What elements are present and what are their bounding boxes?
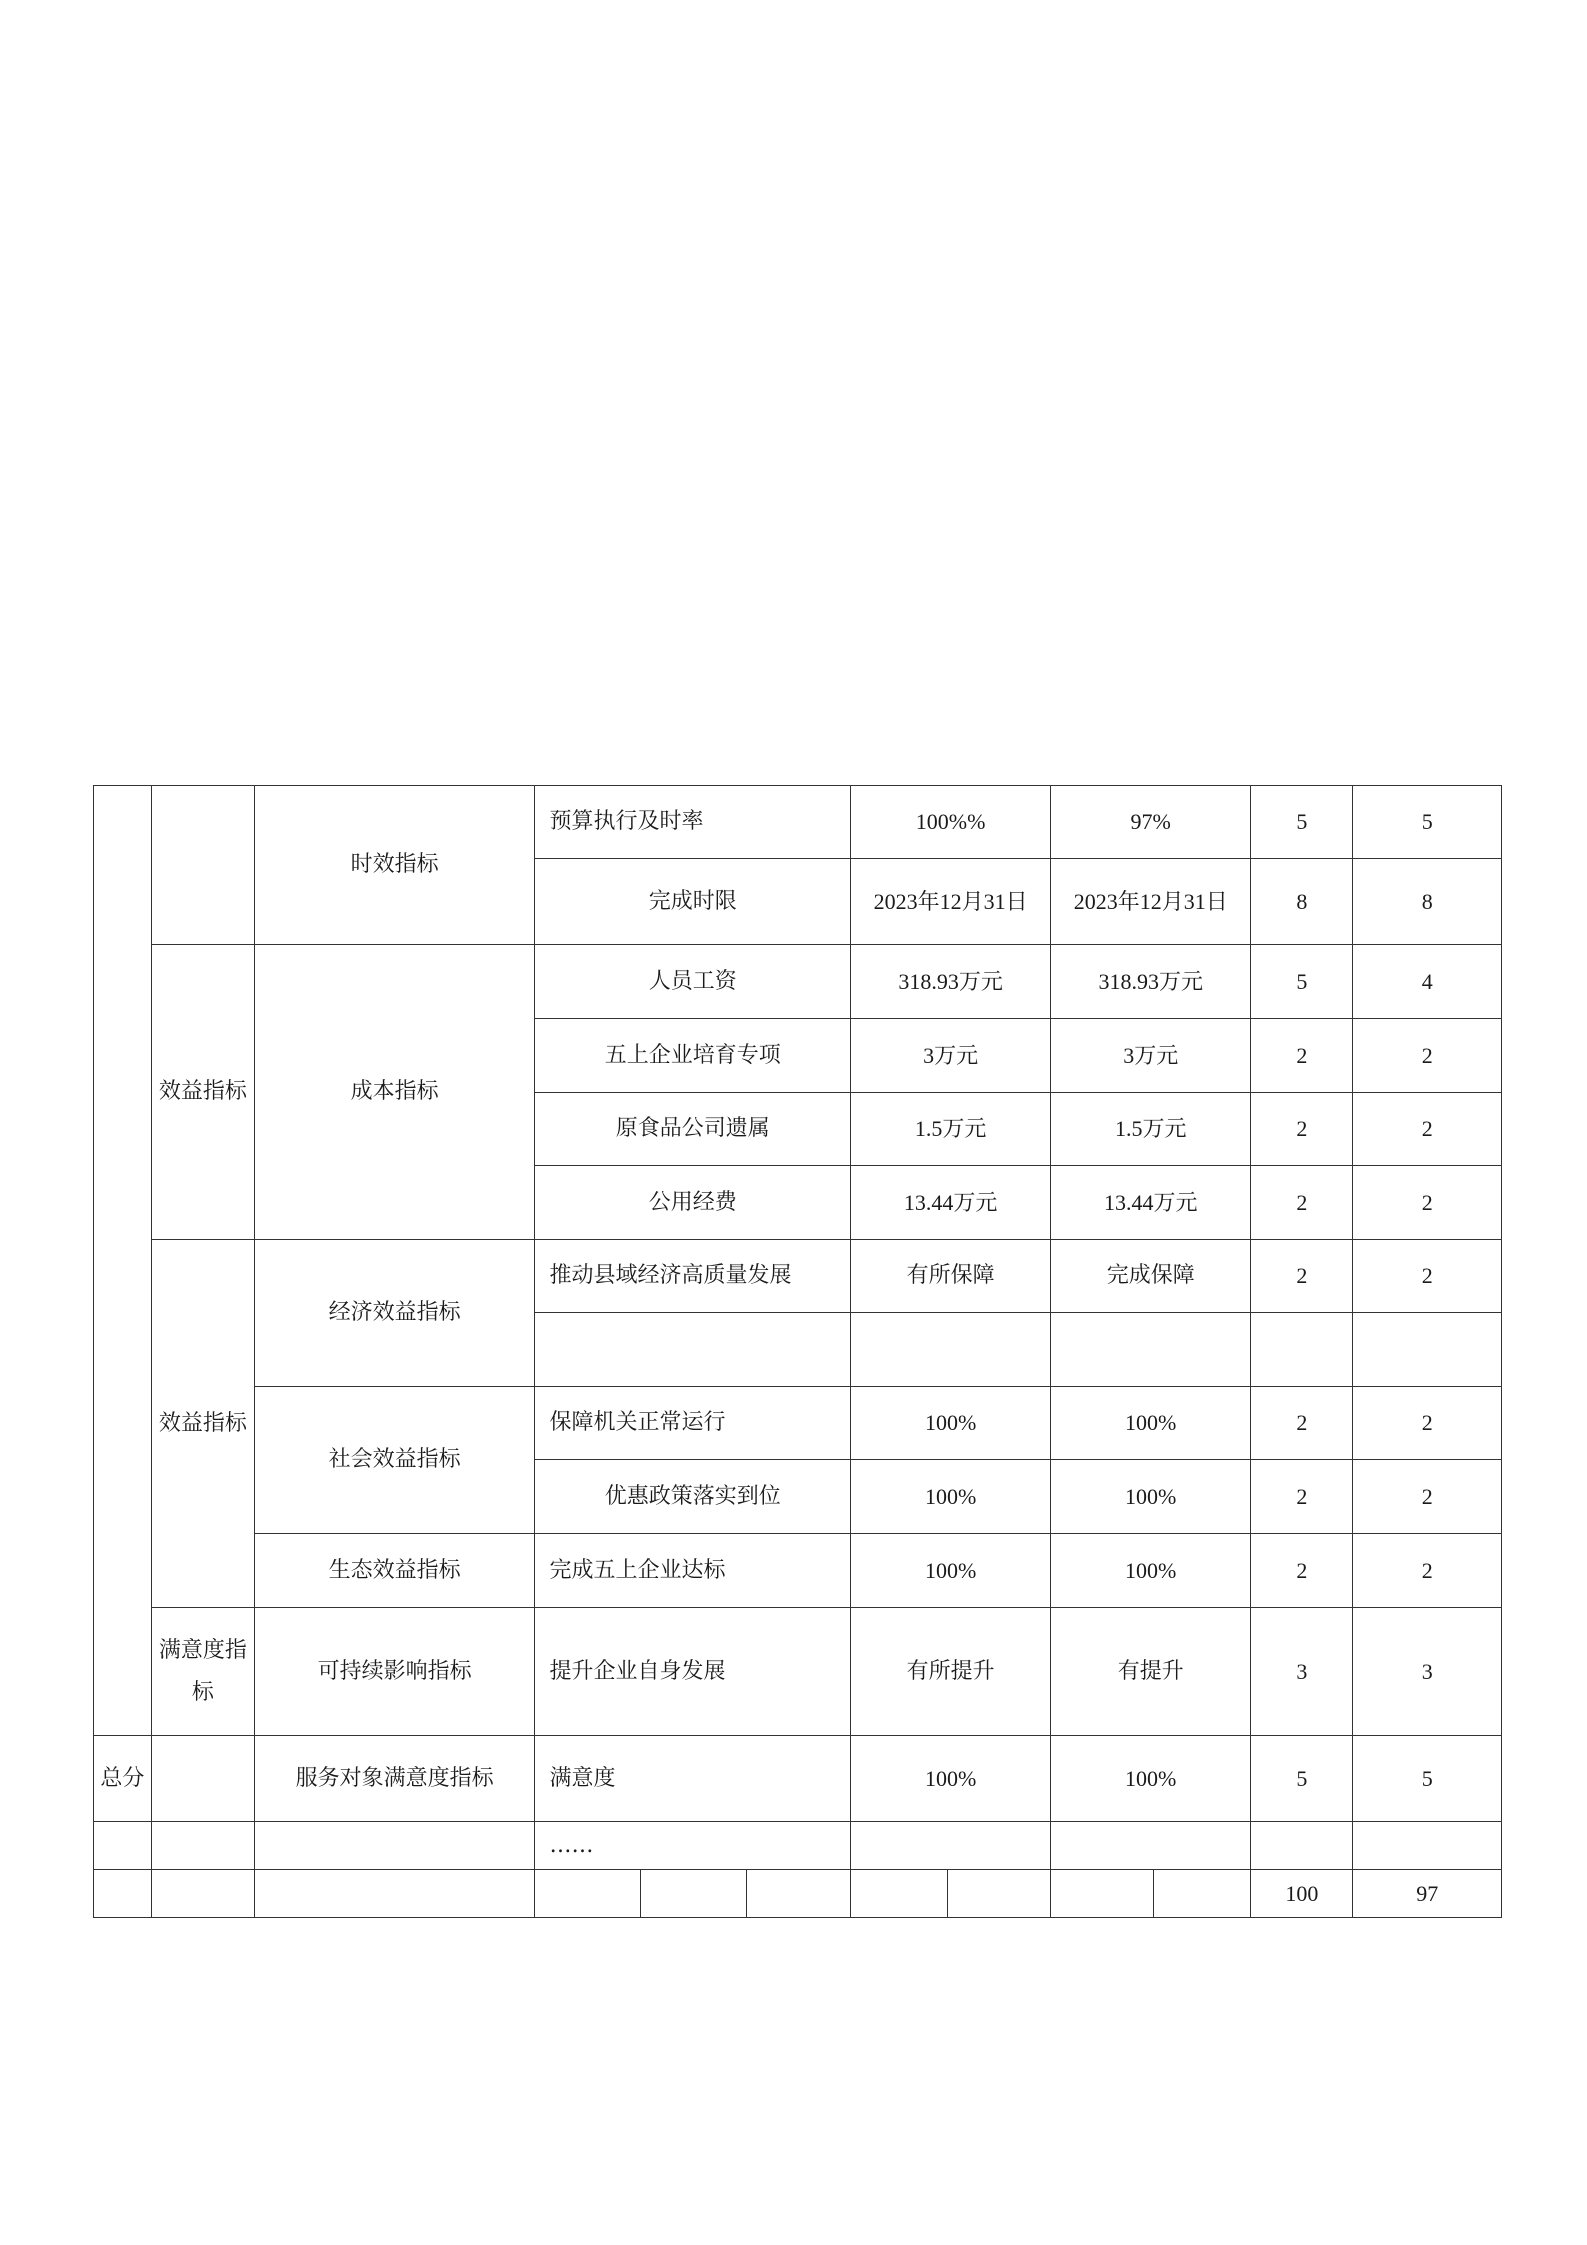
indicator-name: 满意度 — [535, 1736, 851, 1822]
target-value: 100% — [851, 1460, 1051, 1534]
secondary-indicator: 成本指标 — [254, 945, 535, 1240]
weight-value: 2 — [1251, 1460, 1353, 1534]
weight-value: 5 — [1251, 786, 1353, 859]
weight-value: 5 — [1251, 1736, 1353, 1822]
empty-cell — [1353, 1822, 1502, 1870]
empty-cell — [1154, 1870, 1251, 1918]
table-row — [94, 1608, 1502, 1736]
target-value: 100% — [851, 1387, 1051, 1460]
indicator-name: 推动县域经济高质量发展 — [535, 1240, 851, 1313]
secondary-indicator: 经济效益指标 — [254, 1240, 535, 1387]
empty-cell — [1251, 1822, 1353, 1870]
target-value: 1.5万元 — [851, 1093, 1051, 1166]
actual-value: 13.44万元 — [1051, 1166, 1251, 1240]
target-value: 有所提升 — [851, 1608, 1051, 1736]
score-value: 2 — [1353, 1387, 1502, 1460]
weight-value: 2 — [1251, 1093, 1353, 1166]
ellipsis-text: …… — [535, 1822, 851, 1870]
empty-cell — [640, 1870, 746, 1918]
secondary-indicator: 服务对象满意度指标 — [254, 1736, 535, 1822]
actual-value: 100% — [1051, 1534, 1251, 1608]
score-value: 3 — [1353, 1608, 1502, 1736]
score-value: 5 — [1353, 786, 1502, 859]
table-row — [94, 1534, 1502, 1608]
actual-value: 3万元 — [1051, 1019, 1251, 1093]
primary-indicator: 效益指标 — [151, 1240, 254, 1608]
empty-cell — [254, 1822, 535, 1870]
table-row — [94, 786, 1502, 859]
actual-value: 2023年12月31日 — [1051, 859, 1251, 945]
empty-cell — [94, 1822, 152, 1870]
score-value: 2 — [1353, 1534, 1502, 1608]
actual-value: 100% — [1051, 1460, 1251, 1534]
secondary-indicator: 生态效益指标 — [254, 1534, 535, 1608]
weight-value: 2 — [1251, 1019, 1353, 1093]
actual-value: 97% — [1051, 786, 1251, 859]
actual-value: 完成保障 — [1051, 1240, 1251, 1313]
primary-indicator: 满意度指标 — [151, 1608, 254, 1736]
empty-cell — [948, 1870, 1051, 1918]
empty-cell — [851, 1870, 948, 1918]
score-value: 8 — [1353, 859, 1502, 945]
blank-primary-cell — [151, 786, 254, 945]
target-value: 13.44万元 — [851, 1166, 1051, 1240]
table-row — [94, 945, 1502, 1019]
empty-cell — [851, 1313, 1051, 1387]
empty-cell — [1051, 1822, 1251, 1870]
empty-cell — [254, 1870, 535, 1918]
indicator-name: 公用经费 — [535, 1166, 851, 1240]
indicator-name: 预算执行及时率 — [535, 786, 851, 859]
weight-value: 3 — [1251, 1608, 1353, 1736]
target-value: 100% — [851, 1534, 1051, 1608]
indicator-name: 人员工资 — [535, 945, 851, 1019]
primary-indicator: 效益指标 — [151, 945, 254, 1240]
target-value: 318.93万元 — [851, 945, 1051, 1019]
indicator-name: 保障机关正常运行 — [535, 1387, 851, 1460]
table-row — [94, 1387, 1502, 1460]
indicator-name: 完成时限 — [535, 859, 851, 945]
empty-cell — [535, 1870, 640, 1918]
actual-value: 100% — [1051, 1736, 1251, 1822]
secondary-indicator: 社会效益指标 — [254, 1387, 535, 1534]
actual-value: 有提升 — [1051, 1608, 1251, 1736]
target-value: 100% — [851, 1736, 1051, 1822]
score-value: 2 — [1353, 1166, 1502, 1240]
score-value: 2 — [1353, 1019, 1502, 1093]
target-value: 3万元 — [851, 1019, 1051, 1093]
target-value: 100%% — [851, 786, 1051, 859]
empty-cell — [1251, 1313, 1353, 1387]
indicator-name: 完成五上企业达标 — [535, 1534, 851, 1608]
target-value: 有所保障 — [851, 1240, 1051, 1313]
empty-cell — [151, 1822, 254, 1870]
weight-value: 2 — [1251, 1166, 1353, 1240]
performance-indicator-table — [93, 785, 1502, 1918]
table-row-ellipsis — [94, 1822, 1502, 1870]
score-value: 2 — [1353, 1240, 1502, 1313]
empty-cell — [535, 1313, 851, 1387]
blank-primary-cell — [151, 1736, 254, 1822]
weight-value: 8 — [1251, 859, 1353, 945]
empty-cell — [746, 1870, 850, 1918]
score-value: 5 — [1353, 1736, 1502, 1822]
empty-cell — [94, 1870, 152, 1918]
weight-value: 5 — [1251, 945, 1353, 1019]
secondary-indicator: 可持续影响指标 — [254, 1608, 535, 1736]
outer-blank-cell — [94, 786, 152, 1736]
empty-cell — [851, 1822, 1051, 1870]
indicator-name: 优惠政策落实到位 — [535, 1460, 851, 1534]
score-value: 2 — [1353, 1093, 1502, 1166]
actual-value: 318.93万元 — [1051, 945, 1251, 1019]
weight-value: 2 — [1251, 1240, 1353, 1313]
indicator-name: 提升企业自身发展 — [535, 1608, 851, 1736]
indicator-name: 原食品公司遗属 — [535, 1093, 851, 1166]
weight-value: 2 — [1251, 1534, 1353, 1608]
score-value: 4 — [1353, 945, 1502, 1019]
score-value: 2 — [1353, 1460, 1502, 1534]
total-weight: 100 — [1251, 1870, 1353, 1918]
empty-cell — [1051, 1870, 1154, 1918]
table-row — [94, 1240, 1502, 1313]
table-row — [94, 1736, 1502, 1822]
actual-value: 100% — [1051, 1387, 1251, 1460]
weight-value: 2 — [1251, 1387, 1353, 1460]
table-row-total — [94, 1870, 1502, 1918]
secondary-indicator: 时效指标 — [254, 786, 535, 945]
empty-cell — [1353, 1313, 1502, 1387]
empty-cell — [151, 1870, 254, 1918]
empty-cell — [1051, 1313, 1251, 1387]
total-score: 97 — [1353, 1870, 1502, 1918]
actual-value: 1.5万元 — [1051, 1093, 1251, 1166]
total-label: 总分 — [94, 1736, 152, 1822]
indicator-name: 五上企业培育专项 — [535, 1019, 851, 1093]
target-value: 2023年12月31日 — [851, 859, 1051, 945]
